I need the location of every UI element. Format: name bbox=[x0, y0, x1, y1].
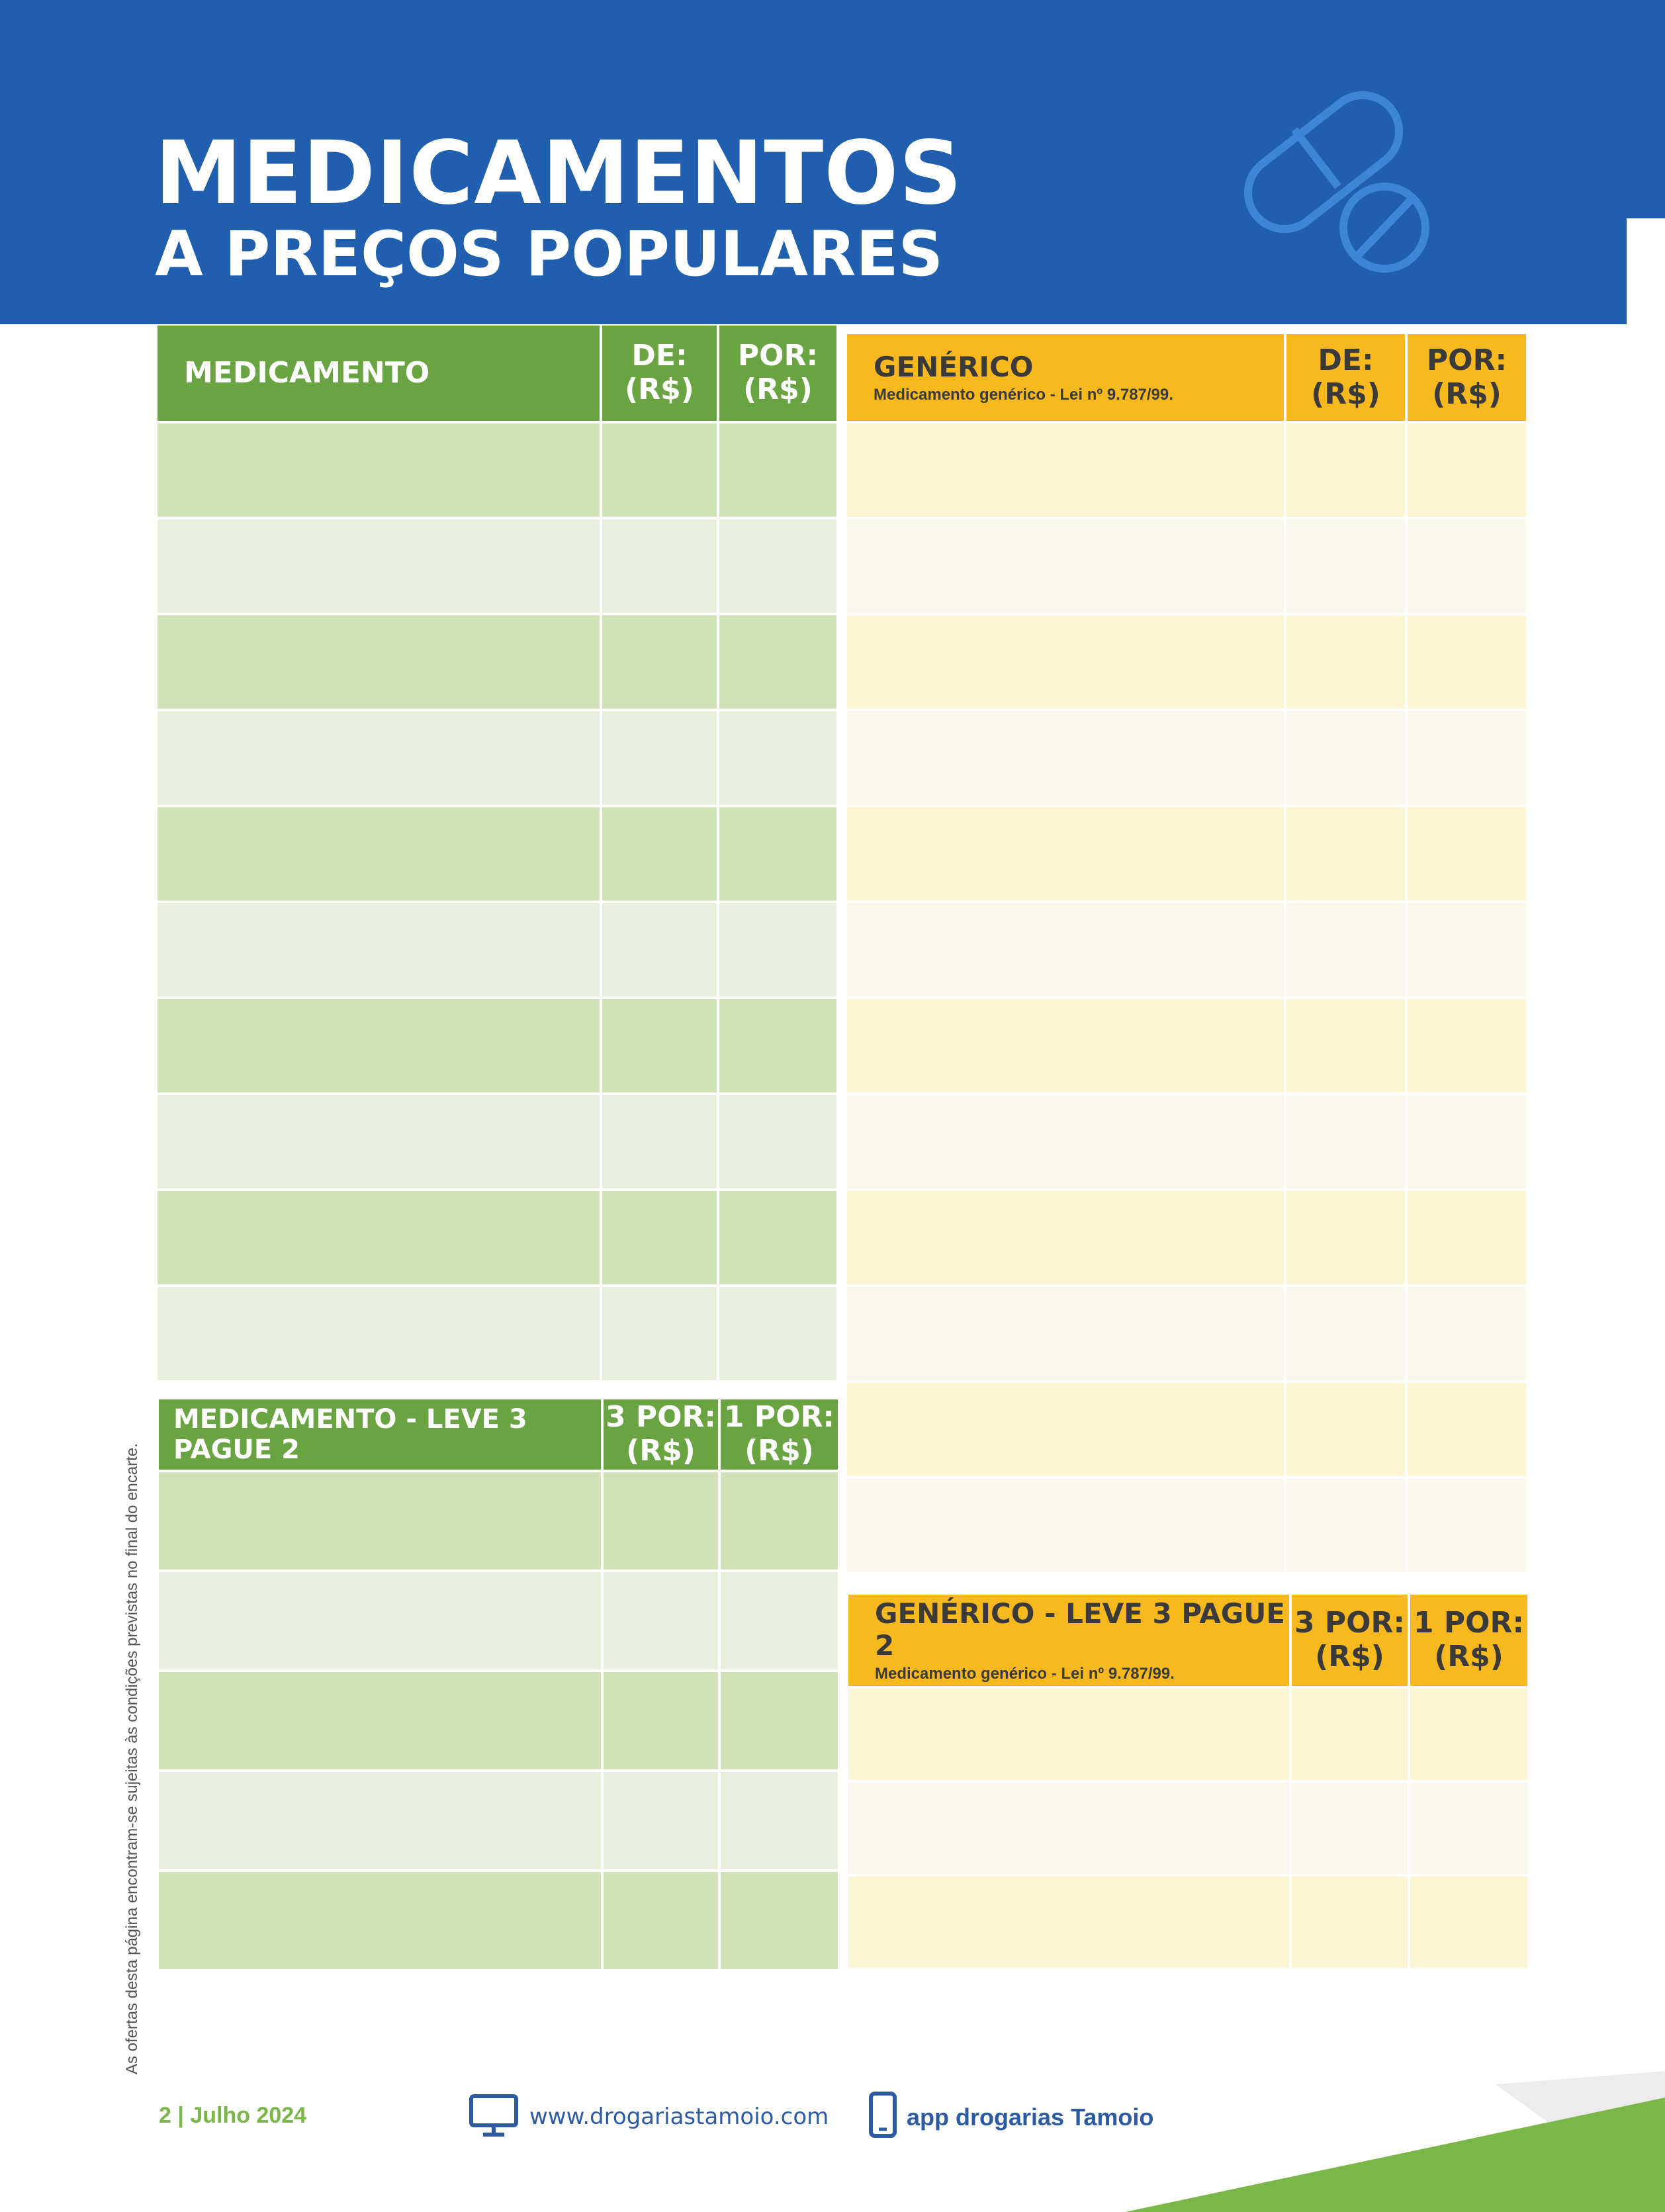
page-subtitle: A PREÇOS POPULARES bbox=[155, 218, 944, 290]
table-cell bbox=[1408, 1479, 1526, 1575]
table-cell bbox=[847, 903, 1286, 999]
table-cell bbox=[1286, 1287, 1408, 1383]
table-cell bbox=[1410, 1689, 1527, 1783]
table-cell bbox=[602, 519, 719, 615]
page-title: MEDICAMENTOS bbox=[155, 122, 963, 224]
table-cell bbox=[1408, 807, 1526, 903]
col-header-1-por: 1 POR: (R$) bbox=[721, 1399, 838, 1472]
table-cell bbox=[1410, 1783, 1527, 1877]
col-header-1-por: 1 POR: (R$) bbox=[1410, 1595, 1527, 1689]
table-cell bbox=[721, 1872, 838, 1972]
table-cell bbox=[1286, 1479, 1408, 1575]
table-cell bbox=[604, 1572, 721, 1672]
col-header-por: POR: (R$) bbox=[719, 326, 836, 423]
table-cell bbox=[602, 711, 719, 807]
table-cell bbox=[1408, 615, 1526, 711]
table-cell bbox=[1286, 999, 1408, 1095]
table-cell bbox=[1408, 1191, 1526, 1287]
col-header-de: DE: (R$) bbox=[602, 326, 719, 423]
table-cell bbox=[719, 519, 836, 615]
table-cell bbox=[1408, 1383, 1526, 1479]
table-cell bbox=[602, 1095, 719, 1191]
table-cell bbox=[158, 615, 602, 711]
table-cell bbox=[1286, 1095, 1408, 1191]
table-cell bbox=[1408, 1095, 1526, 1191]
table-cell bbox=[1286, 903, 1408, 999]
table-cell bbox=[158, 1095, 602, 1191]
table-cell bbox=[159, 1672, 604, 1772]
table-cell bbox=[721, 1572, 838, 1672]
col-header-por: POR: (R$) bbox=[1408, 334, 1526, 423]
header-notch bbox=[1627, 0, 1665, 218]
table-cell bbox=[604, 1772, 721, 1872]
table-cell bbox=[721, 1772, 838, 1872]
table-cell bbox=[719, 1287, 836, 1383]
table-cell bbox=[719, 1095, 836, 1191]
website-link[interactable]: www.drogariastamoio.com bbox=[529, 2103, 829, 2130]
table-cell bbox=[158, 807, 602, 903]
table-cell bbox=[719, 1191, 836, 1287]
col-header-3-por: 3 POR: (R$) bbox=[604, 1399, 721, 1472]
table-cell bbox=[158, 999, 602, 1095]
table-cell bbox=[847, 807, 1286, 903]
pill-icon bbox=[1231, 79, 1443, 278]
table-cell bbox=[719, 807, 836, 903]
table-cell bbox=[1408, 519, 1526, 615]
table-cell bbox=[1286, 615, 1408, 711]
table-cell bbox=[847, 1095, 1286, 1191]
table-cell bbox=[158, 1287, 602, 1383]
table-cell bbox=[158, 1191, 602, 1287]
table-cell bbox=[848, 1689, 1292, 1783]
col-header-generico: GENÉRICO Medicamento genérico - Lei nº 9.787/99. bbox=[847, 334, 1286, 423]
table-cell bbox=[158, 423, 602, 519]
side-disclaimer: As ofertas desta página encontram-se sujeitas às condições previstas no final do encarte. bbox=[123, 1443, 141, 2074]
phone-icon bbox=[868, 2091, 897, 2139]
table-cell bbox=[1286, 1191, 1408, 1287]
table-cell bbox=[159, 1472, 604, 1572]
table-cell bbox=[159, 1872, 604, 1972]
col-header-de: DE: (R$) bbox=[1286, 334, 1408, 423]
table-cell bbox=[1408, 1287, 1526, 1383]
table-cell bbox=[719, 711, 836, 807]
table-cell bbox=[158, 519, 602, 615]
table-cell bbox=[604, 1872, 721, 1972]
table-cell bbox=[847, 711, 1286, 807]
table-cell bbox=[848, 1877, 1292, 1970]
table-cell bbox=[1292, 1783, 1410, 1877]
table-cell bbox=[721, 1472, 838, 1572]
table-cell bbox=[1286, 519, 1408, 615]
table-cell bbox=[158, 711, 602, 807]
table-cell bbox=[602, 903, 719, 999]
table-cell bbox=[719, 999, 836, 1095]
table-cell bbox=[1286, 423, 1408, 519]
table-cell bbox=[1408, 423, 1526, 519]
table-cell bbox=[1286, 807, 1408, 903]
table-cell bbox=[848, 1783, 1292, 1877]
generico-table bbox=[847, 334, 1526, 1575]
page-number: 2 | Julho 2024 bbox=[159, 2103, 307, 2128]
table-cell bbox=[1292, 1877, 1410, 1970]
col-header-medicamento: MEDICAMENTO bbox=[158, 326, 602, 423]
table-cell bbox=[721, 1672, 838, 1772]
table-cell bbox=[604, 1672, 721, 1772]
table-cell bbox=[1408, 711, 1526, 807]
table-cell bbox=[602, 423, 719, 519]
generico-leve3-table bbox=[848, 1595, 1527, 1970]
table-cell bbox=[1286, 711, 1408, 807]
table-cell bbox=[847, 519, 1286, 615]
table-cell bbox=[159, 1772, 604, 1872]
table-cell bbox=[604, 1472, 721, 1572]
table-cell bbox=[602, 999, 719, 1095]
table-cell bbox=[602, 807, 719, 903]
table-cell bbox=[1408, 999, 1526, 1095]
table-cell bbox=[719, 903, 836, 999]
table-cell bbox=[602, 1191, 719, 1287]
table-cell bbox=[719, 423, 836, 519]
table-cell bbox=[1408, 903, 1526, 999]
table-cell bbox=[1292, 1689, 1410, 1783]
table-cell bbox=[847, 999, 1286, 1095]
col-header-medicamento-leve3: MEDICAMENTO - LEVE 3 PAGUE 2 bbox=[159, 1399, 604, 1472]
app-link[interactable]: app drogarias Tamoio bbox=[907, 2103, 1154, 2131]
table-cell bbox=[602, 1287, 719, 1383]
table-cell bbox=[847, 1479, 1286, 1575]
table-cell bbox=[847, 1383, 1286, 1479]
table-cell bbox=[1410, 1877, 1527, 1970]
monitor-icon bbox=[469, 2094, 519, 2137]
table-cell bbox=[847, 1191, 1286, 1287]
table-cell bbox=[159, 1572, 604, 1672]
table-cell bbox=[158, 903, 602, 999]
col-header-generico-leve3: GENÉRICO - LEVE 3 PAGUE 2 Medicamento genérico - Lei nº 9.787/99. bbox=[848, 1595, 1292, 1689]
table-cell bbox=[847, 615, 1286, 711]
table-cell bbox=[847, 423, 1286, 519]
table-cell bbox=[719, 615, 836, 711]
table-cell bbox=[847, 1287, 1286, 1383]
table-cell bbox=[602, 615, 719, 711]
corner-decoration bbox=[1125, 2071, 1665, 2212]
col-header-3-por: 3 POR: (R$) bbox=[1292, 1595, 1410, 1689]
medicamento-table bbox=[158, 326, 836, 1383]
table-cell bbox=[1286, 1383, 1408, 1479]
medicamento-leve3-table bbox=[159, 1399, 838, 1972]
